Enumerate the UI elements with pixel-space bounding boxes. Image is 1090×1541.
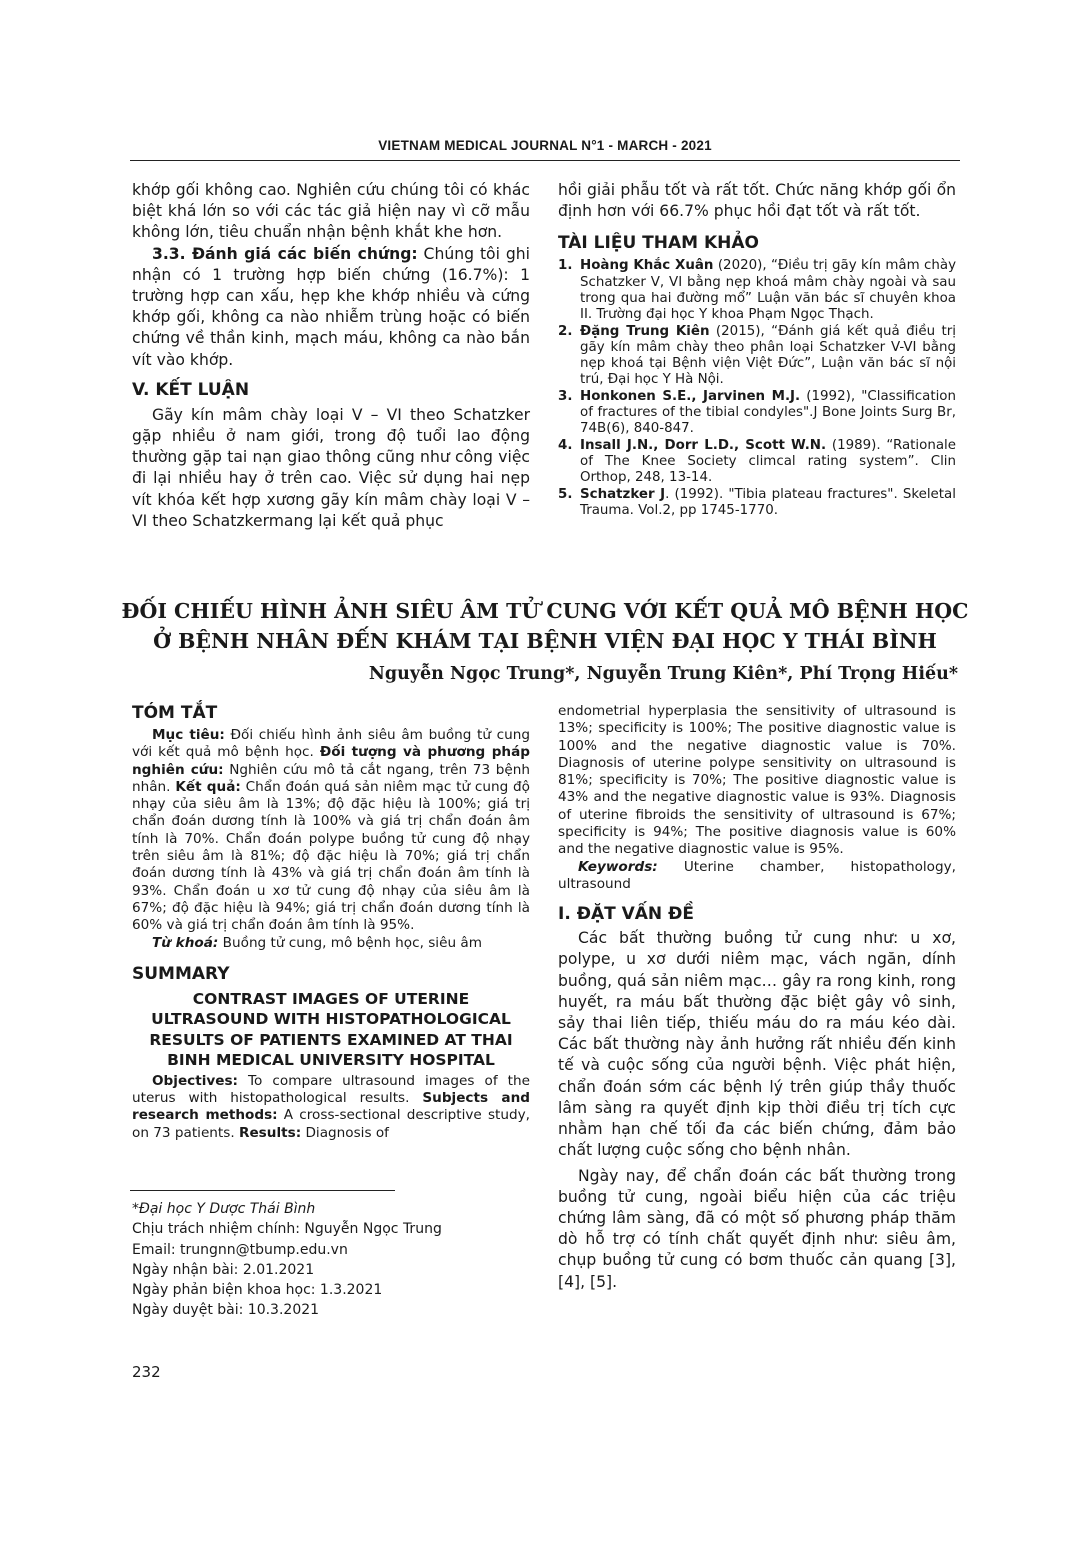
section-heading: I. ĐẶT VẤN ĐỀ: [558, 904, 694, 925]
reference-author: Honkonen S.E., Jarvinen M.J.: [580, 388, 801, 404]
article-title: [60, 596, 1030, 656]
footnote-line: Email: trungnn@tbump.edu.vn: [132, 1241, 348, 1258]
reference-item: [558, 258, 956, 323]
reference-item: [558, 389, 956, 438]
summary-label: Subjects and research methods:: [132, 1090, 530, 1124]
footnote: [132, 1199, 442, 1321]
summary-body: To compare ultrasound images of the uterus with histopathological results.: [132, 1072, 530, 1107]
reference-number: 5.: [558, 486, 573, 502]
summary-label: Objectives:: [152, 1072, 238, 1089]
reference-number: 2.: [558, 323, 573, 339]
abstract-text: Nghiên cứu mô tả cắt ngang, trên 73 bệnh nhân.: [132, 761, 530, 795]
reference-number: 3.: [558, 388, 573, 404]
footnote-affiliation: *Đại học Y Dược Thái Bình: [132, 1201, 316, 1217]
reference-list: [558, 258, 956, 519]
reference-author: Insall J.N., Dorr L.D., Scott W.N.: [580, 437, 827, 453]
reference-item: [558, 324, 956, 389]
section-lead: 3.3. Đánh giá các biến chứng:: [152, 244, 418, 263]
abstract-vi: [132, 727, 530, 935]
section-heading: TÀI LIỆU THAM KHẢO: [558, 233, 759, 254]
summary-body: A cross-sectional descriptive study, on 73 patients.: [132, 1107, 530, 1141]
keywords-label: Từ khoá:: [152, 934, 219, 951]
top-left-column: [132, 180, 530, 532]
keywords-text: Buồng tử cung, mô bệnh học, siêu âm: [218, 934, 482, 951]
summary-body: Diagnosis of: [301, 1124, 389, 1141]
paragraph: khớp gối không cao. Nghiên cứu chúng tôi có khác biệt khá lớn so với các tác giả hiện nay vì cỡ mẫu không lớn, tiêu chuẩn nhận bệnh khắt khe hơn.: [132, 181, 530, 242]
summary-text: [132, 1073, 530, 1142]
article-authors: Nguyễn Ngọc Trung*, Nguyễn Trung Kiên*, Phí Trọng Hiếu*: [368, 664, 958, 684]
keywords-label: Keywords:: [578, 858, 658, 875]
reference-item: [558, 487, 956, 520]
abstract-text: Chẩn đoán quá sản niêm mạc tử cung độ nhạy của siêu âm là 13%; độ đặc hiệu là 100%; giá trị chẩn đoán dương tính là 100% và giá trị chẩn đoán âm tính là 70%. Chẩn đoán polype buồng tử cung độ nhạy trên siêu âm là 81%; độ đặc hiệu là 70%; giá trị chẩn đoán dương tính là 43% và giá trị chẩn đoán âm tính là 93%. Chẩn đoán u xơ tử cung độ nhạy của siêu âm là 67%; độ đặc hiệu là 94%; giá trị chẩn đoán dương tính là 60% và giá trị chẩn đoán âm tính là 95%.: [132, 778, 530, 934]
summary-continued: endometrial hyperplasia the sensitivity of ultrasound is 13%; specificity is 100%; The positive diagnostic value is 100% and the negative diagnostic value is 70%. Diagnosis of uterine polype sensitivity on ultrasound is 81%; specificity is 70%; The positive diagnostic value is 43% and the negative diagnostic value is 93%. Diagnosis of uterine fibroids the sensitivity of ultrasound is 67%; specificity is 94%; The positive diagnosis value is 60% and the negative diagnostic value is 95%.: [558, 703, 956, 858]
bottom-right-column: [558, 703, 956, 1293]
article-title-line: ĐỐI CHIẾU HÌNH ẢNH SIÊU ÂM TỬ CUNG VỚI KẾT QUẢ MÔ BỆNH HỌC: [121, 599, 969, 623]
reference-item: [558, 438, 956, 487]
paragraph: hồi giải phẫu tốt và rất tốt. Chức năng khớp gối ổn định hơn với 66.7% phục hồi đạt tốt và rất tốt.: [558, 181, 956, 221]
reference-text: (1989). “Rationale of The Knee Society climcal rating system”. Clin Orthop, 248, 13-14.: [580, 437, 956, 486]
header-rule: [130, 160, 960, 161]
keywords-vi: [132, 935, 530, 952]
article-title-line: Ở BỆNH NHÂN ĐẾN KHÁM TẠI BỆNH VIỆN ĐẠI HỌC Y THÁI BÌNH: [153, 629, 937, 653]
reference-text: (2020), “Điều trị gãy kín mâm chày Schatzker V, VI bằng nẹp khoá mâm chày ngoài và sau trong qua hai đường mổ” Luận văn bác sĩ chuyên khoa II. Trường đại học Y khoa Phạm Ngọc Thạch.: [580, 258, 956, 323]
paragraph: [132, 244, 530, 371]
reference-number: 1.: [558, 258, 573, 274]
reference-author: Schatzker J: [580, 486, 666, 502]
paragraph-text: Chúng tôi ghi nhận có 1 trường hợp biến chứng (16.7%): 1 trường hợp can xấu, hẹp khe khớp nhiều và cứng khớp gối, không ca nào nhiễm trùng hoặc có biến chứng về thần kinh, mạch máu, không ca nào bắn vít vào khớp.: [132, 244, 530, 369]
keywords-text: Uterine chamber, histopathology, ultrasound: [558, 858, 956, 892]
paragraph: Gãy kín mâm chày loại V – VI theo Schatzker gặp nhiều ở nam giới, trong độ tuổi lao động thường gặp tai nạn giao thông cũng như công việc đi lại nhiều hay ở trên cao. Việc sử dụng hai nẹp vít khóa kết hợp xương gãy kín mâm chày loại V – VI theo Schatzkermang lại kết quả phục: [132, 405, 530, 530]
summary-label: Results:: [238, 1124, 302, 1141]
footnote-line: Chịu trách nhiệm chính: Nguyễn Ngọc Trung: [132, 1221, 442, 1238]
section-heading: V. KẾT LUẬN: [132, 379, 250, 400]
keywords-en: [558, 859, 956, 894]
bottom-left-column: [132, 702, 530, 1142]
abstract-label: Kết quả:: [175, 778, 241, 795]
page-number: 232: [132, 1363, 161, 1381]
abstract-text: Đối chiếu hình ảnh siêu âm buồng tử cung với kết quả mô bệnh học.: [132, 727, 530, 761]
footnote-line: Ngày duyệt bài: 10.3.2021: [132, 1302, 320, 1319]
top-right-column: [558, 180, 956, 519]
reference-author: Đặng Trung Kiên: [580, 323, 710, 339]
footnote-line: Ngày phản biện khoa học: 1.3.2021: [132, 1282, 383, 1299]
paragraph: Các bất thường buồng tử cung như: u xơ, polype, u xơ dưới niêm mạc, vách ngăn, dính buồng, quá sản niêm mạc… gây ra rong kinh, rong huyết, ra máu bất thường đặc biệt gây vô sinh, sảy thai liên tiếp, thiếu máu do ra máu kéo dài. Các bất thường này ảnh hưởng rất nhiều đến kinh tế và cuộc sống của người bệnh. Việc phát hiện, chẩn đoán sớm các bệnh lý trên giúp thầy thuốc lâm sàng ra quyết định kịp thời điều trị tích cực nhằm hạn chế tối đa các biến chứng, đảm bảo chất lượng cuộc sống cho bệnh nhân.: [558, 929, 956, 1160]
summary-title: CONTRAST IMAGES OF UTERINE ULTRASOUND WITH HISTOPATHOLOGICAL RESULTS OF PATIENTS EXAMINED AT THAI BINH MEDICAL UNIVERSITY HOSPITAL: [149, 989, 513, 1070]
reference-author: Hoàng Khắc Xuân: [580, 258, 714, 274]
paragraph: Ngày nay, để chẩn đoán các bất thường trong buồng tử cung, ngoài biểu hiện của các triệu chứng lâm sàng, đã có một số phương pháp thăm dò hỗ trợ có tính chất quyết định như: siêu âm, chụp buồng tử cung có bơm thuốc cản quang [3], [4], [5].: [558, 1166, 956, 1291]
reference-text: (1992), "Classification of fractures of the tibial condyles".J Bone Joints Surg Br, 74B(6), 840-847.: [580, 388, 956, 437]
abstract-label: Mục tiêu:: [152, 727, 225, 743]
summary-heading: SUMMARY: [132, 963, 230, 984]
journal-header: VIETNAM MEDICAL JOURNAL N°1 - MARCH - 2021: [378, 138, 712, 153]
footnote-line: Ngày nhận bài: 2.01.2021: [132, 1261, 315, 1278]
footnote-rule: [130, 1190, 395, 1191]
abstract-heading: TÓM TẮT: [132, 703, 218, 723]
reference-number: 4.: [558, 437, 573, 453]
reference-text: . (1992). "Tibia plateau fractures". Skeletal Trauma. Vol.2, pp 1745-1770.: [580, 486, 956, 518]
reference-text: (2015), “Đánh giá kết quả điều trị gãy kín mâm chày theo phân loại Schatzker V-VI bằng nẹp khoá tại Bệnh viện Việt Đức”, Luận văn bác sĩ nội trú, Đại học Y Hà Nội.: [580, 323, 956, 388]
abstract-label: Đối tượng và phương pháp nghiên cứu:: [132, 744, 531, 778]
